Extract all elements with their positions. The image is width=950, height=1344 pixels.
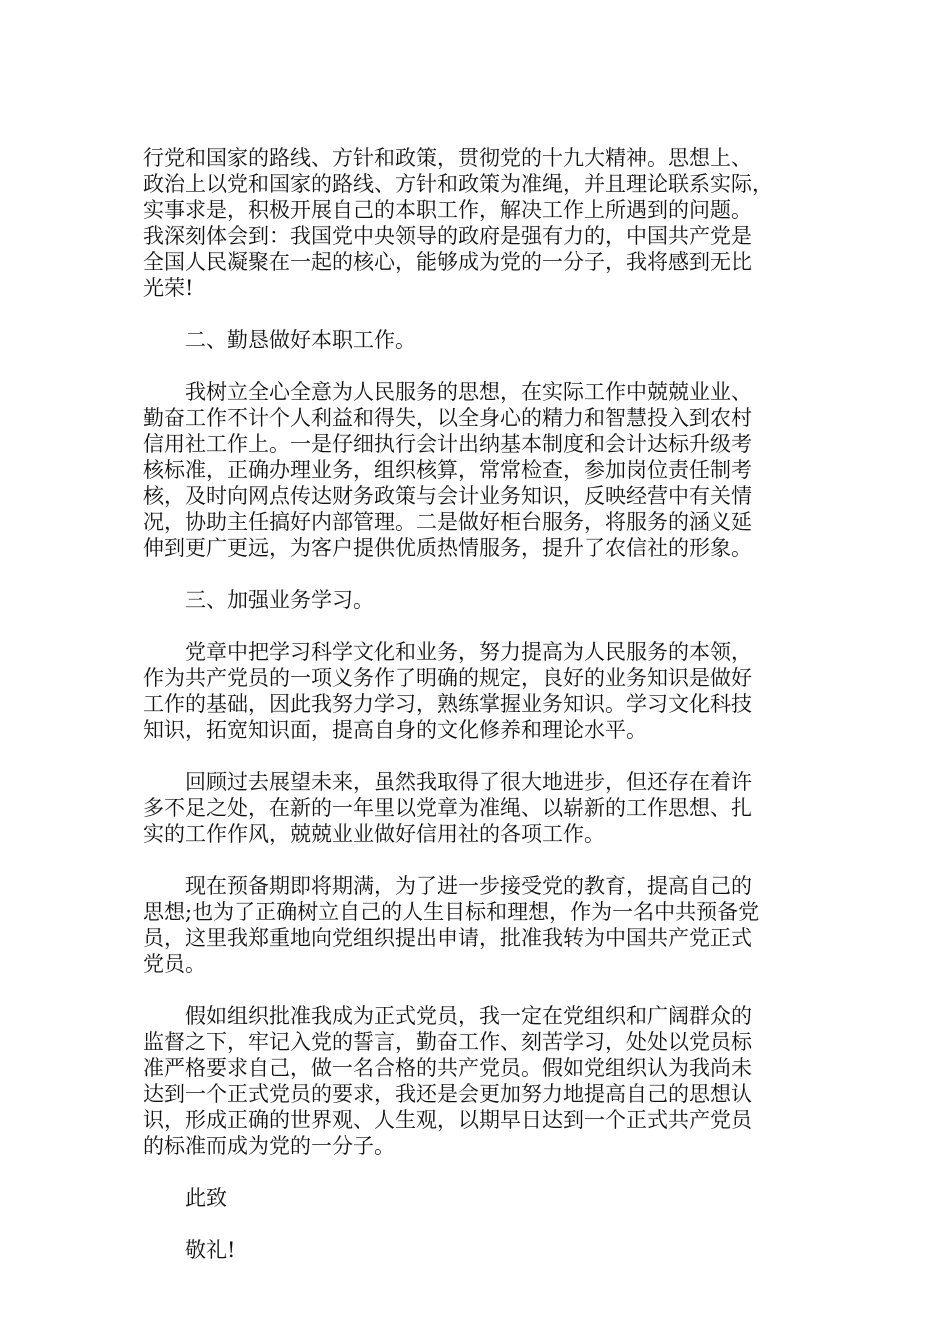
text-line: 知识，拓宽知识面，提高自身的文化修养和理论水平。: [143, 718, 647, 742]
text-line: 信用社工作上。一是仔细执行会计出纳基本制度和会计达标升级考: [143, 432, 752, 456]
text-line: 我树立全心全意为人民服务的思想，在实际工作中兢兢业业、: [185, 380, 752, 404]
text-line: 员，这里我郑重地向党组织提出申请，批准我转为中国共产党正式: [143, 926, 752, 950]
text-line: 思想;也为了正确树立自己的人生目标和理想，作为一名中共预备党: [143, 900, 760, 924]
text-line: 核标准，正确办理业务，组织核算，常常检查，参加岗位责任制考: [143, 458, 752, 482]
text-line: 的标准而成为党的一分子。: [143, 1134, 395, 1158]
heading-text: 三、加强业务学习。: [185, 588, 374, 612]
text-line: 行党和国家的路线、方针和政策，贯彻党的十九大精神。思想上、: [143, 146, 752, 170]
text-line: 党员。: [143, 952, 206, 976]
text-line: 况，协助主任搞好内部管理。二是做好柜台服务，将服务的涵义延: [143, 510, 752, 534]
paragraph-continued: [143, 145, 815, 301]
text-line: 实事求是，积极开展自己的本职工作，解决工作上所遇到的问题。: [143, 198, 752, 222]
paragraph-commitment: [143, 1003, 815, 1159]
text-line: 伸到更广更远，为客户提供优质热情服务，提升了农信社的形象。: [143, 536, 752, 560]
paragraph-review: [143, 769, 815, 847]
text-line: 政治上以党和国家的路线、方针和政策为准绳，并且理论联系实际，: [143, 172, 773, 196]
text-line: 监督之下，牢记入党的誓言，勤奋工作、刻苦学习，处处以党员标: [143, 1030, 752, 1054]
text-line: 假如组织批准我成为正式党员，我一定在党组织和广阔群众的: [185, 1004, 752, 1028]
paragraph-application: [143, 873, 815, 977]
text-line: 工作的基础，因此我努力学习，熟练掌握业务知识。学习文化科技: [143, 692, 752, 716]
section-heading-3: [143, 587, 815, 613]
text-line: 现在预备期即将期满，为了进一步接受党的教育，提高自己的: [185, 874, 752, 898]
closing-regards: [143, 1237, 815, 1263]
closing-text: 此致: [185, 1186, 227, 1210]
text-line: 全国人民凝聚在一起的核心，能够成为党的一分子，我将感到无比: [143, 250, 752, 274]
text-line: 准严格要求自己，做一名合格的共产党员。假如党组织认为我尚未: [143, 1056, 752, 1080]
text-line: 光荣!: [143, 276, 194, 300]
section-heading-2: [143, 327, 815, 353]
closing-salutation: [143, 1185, 815, 1211]
text-line: 作为共产党员的一项义务作了明确的规定，良好的业务知识是做好: [143, 666, 752, 690]
text-line: 我深刻体会到：我国党中央领导的政府是强有力的，中国共产党是: [143, 224, 752, 248]
heading-text: 二、勤恳做好本职工作。: [185, 328, 416, 352]
paragraph-job-duties: [143, 379, 815, 561]
text-line: 多不足之处，在新的一年里以党章为准绳、以崭新的工作思想、扎: [143, 796, 752, 820]
text-line: 党章中把学习科学文化和业务，努力提高为人民服务的本领，: [185, 640, 752, 664]
text-line: 识，形成正确的世界观、人生观，以期早日达到一个正式共产党员: [143, 1108, 752, 1132]
text-line: 实的工作作风，兢兢业业做好信用社的各项工作。: [143, 822, 605, 846]
text-line: 达到一个正式党员的要求，我还是会更加努力地提高自己的思想认: [143, 1082, 752, 1106]
text-line: 核，及时向网点传达财务政策与会计业务知识，反映经营中有关情: [143, 484, 752, 508]
closing-text: 敬礼!: [185, 1238, 236, 1262]
text-line: 回顾过去展望未来，虽然我取得了很大地进步，但还存在着许: [185, 770, 752, 794]
paragraph-study: [143, 639, 815, 743]
document-body: [143, 145, 815, 1289]
text-line: 勤奋工作不计个人利益和得失，以全身心的精力和智慧投入到农村: [143, 406, 752, 430]
